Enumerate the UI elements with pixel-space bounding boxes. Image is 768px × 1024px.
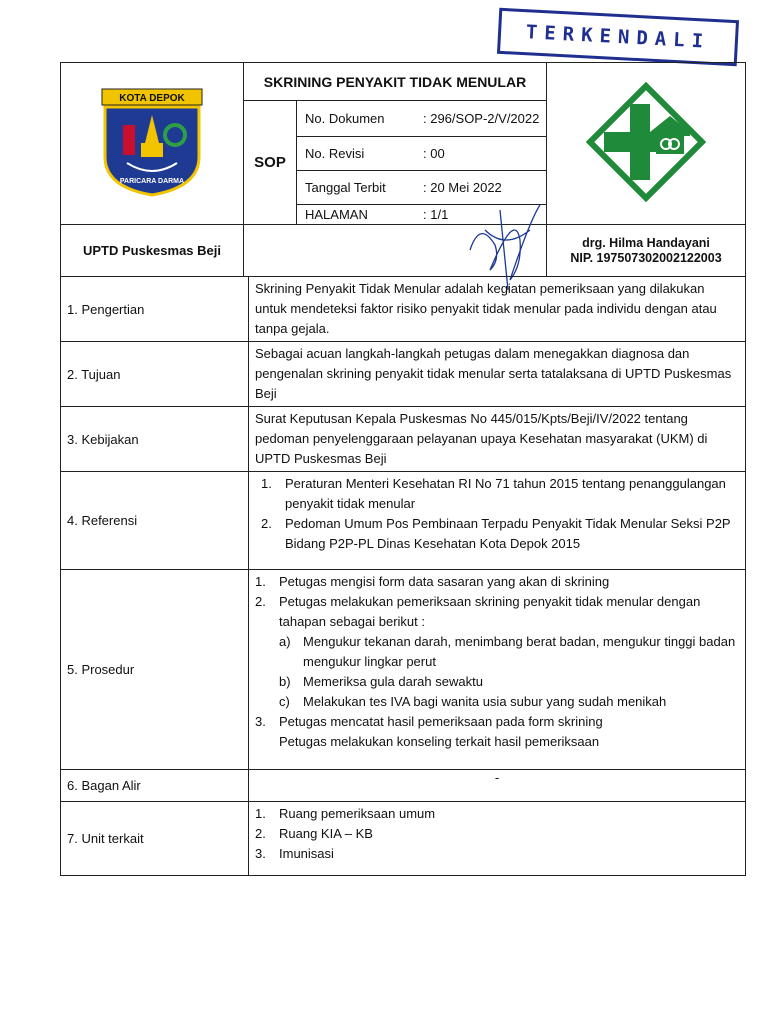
item-text: Pedoman Umum Pos Pembinaan Terpadu Penyakit Tidak Menular Seksi P2P Bidang P2P-PL Dinas Kesehatan Kota Depok 2015 bbox=[285, 516, 731, 551]
doc-info-label: No. Dokumen bbox=[305, 111, 385, 126]
doc-info-row bbox=[297, 205, 547, 225]
doc-info-label: HALAMAN bbox=[305, 207, 368, 222]
section-label: 4. Referensi bbox=[61, 472, 249, 570]
prosedur-list bbox=[249, 570, 746, 770]
logo-top-text: KOTA DEPOK bbox=[119, 93, 185, 104]
section-label: 3. Kebijakan bbox=[61, 407, 249, 472]
sop-title: SKRINING PENYAKIT TIDAK MENULAR bbox=[244, 63, 547, 101]
sop-label: SOP bbox=[244, 101, 297, 225]
depok-logo-cell bbox=[61, 63, 244, 225]
signer-block bbox=[547, 225, 746, 277]
signer-name: drg. Hilma Handayani bbox=[582, 235, 710, 250]
item-number: 1. bbox=[261, 476, 272, 491]
logo-motto: PARICARA DARMA bbox=[119, 178, 185, 185]
doc-info-label: No. Revisi bbox=[305, 146, 365, 161]
doc-info-value: : 1/1 bbox=[423, 207, 449, 222]
list-item: 1. Petugas mengisi form data sasaran yang akan di skrining bbox=[255, 572, 739, 592]
list-item: 3. Petugas mencatat hasil pemeriksaan pada form skrining bbox=[255, 712, 739, 732]
sub-item: b) Memeriksa gula darah sewaktu bbox=[279, 674, 483, 689]
doc-info-value: : 296/SOP-2/V/2022 bbox=[423, 111, 540, 126]
section-label: 7. Unit terkait bbox=[61, 802, 249, 876]
item-text: Petugas mencatat hasil pemeriksaan pada form skrining bbox=[279, 714, 603, 729]
section-label: 1. Pengertian bbox=[61, 277, 249, 342]
referensi-list bbox=[249, 472, 746, 570]
item-text: Peraturan Menteri Kesehatan RI No 71 tahun 2015 tentang penanggulangan penyakit tidak menular bbox=[285, 476, 726, 511]
list-item: 1. Ruang pemeriksaan umum bbox=[255, 806, 436, 821]
signature-area bbox=[244, 225, 547, 277]
list-item bbox=[261, 474, 739, 514]
doc-info-row bbox=[297, 137, 547, 171]
doc-info-row bbox=[297, 101, 547, 137]
puskesmas-logo-cell bbox=[547, 63, 746, 225]
section-text: Skrining Penyakit Tidak Menular adalah kegiatan pemeriksaan yang dilakukan untuk mendeteksi faktor risiko penyakit tidak menular pada individu dengan atau tanpa gejala. bbox=[249, 277, 746, 342]
signer-nip: NIP. 197507302002122003 bbox=[570, 250, 722, 265]
doc-info-row bbox=[297, 171, 547, 205]
section-label: 6. Bagan Alir bbox=[61, 770, 249, 802]
doc-info-label: Tanggal Terbit bbox=[305, 180, 386, 195]
section-text: Sebagai acuan langkah-langkah petugas dalam menegakkan diagnosa dan pengenalan skrining penyakit tidak menular serta tatalaksana di UPTD Puskesmas Beji bbox=[249, 342, 746, 407]
section-label: 5. Prosedur bbox=[61, 570, 249, 770]
sop-header bbox=[60, 62, 746, 277]
item-text: Petugas melakukan konseling terkait hasil pemeriksaan bbox=[279, 734, 600, 749]
item-text: Petugas melakukan pemeriksaan skrining penyakit tidak menular dengan tahapan sebagai berikut : bbox=[279, 594, 701, 629]
list-item: 3. Imunisasi bbox=[255, 846, 334, 861]
list-item: 2. Petugas melakukan pemeriksaan skrining penyakit tidak menular dengan tahapan sebagai berikut : bbox=[255, 592, 739, 632]
sop-body bbox=[60, 276, 746, 876]
section-text: - bbox=[249, 770, 746, 802]
list-item bbox=[261, 514, 739, 554]
unit-name: UPTD Puskesmas Beji bbox=[61, 225, 244, 277]
kota-depok-logo bbox=[97, 87, 207, 197]
puskesmas-logo bbox=[586, 82, 706, 202]
list-item: 2. Ruang KIA – KB bbox=[255, 826, 373, 841]
terkendali-stamp: TERKENDALI bbox=[497, 8, 739, 66]
item-text: Petugas mengisi form data sasaran yang akan di skrining bbox=[279, 574, 610, 589]
doc-info-value: : 00 bbox=[423, 146, 445, 161]
doc-info-value: : 20 Mei 2022 bbox=[423, 180, 502, 195]
section-label: 2. Tujuan bbox=[61, 342, 249, 407]
section-text: Surat Keputusan Kepala Puskesmas No 445/015/Kpts/Beji/IV/2022 tentang pedoman penyelenggaraan pelayanan upaya Kesehatan masyarakat (UKM) di UPTD Puskesmas Beji bbox=[249, 407, 746, 472]
sub-item: c) Melakukan tes IVA bagi wanita usia subur yang sudah menikah bbox=[279, 694, 667, 709]
unit-terkait-list bbox=[249, 802, 746, 876]
item-number: 2. bbox=[261, 516, 272, 531]
sub-item: a) Mengukur tekanan darah, menimbang berat badan, mengukur tinggi badan mengukur lingkar perut bbox=[279, 634, 736, 669]
